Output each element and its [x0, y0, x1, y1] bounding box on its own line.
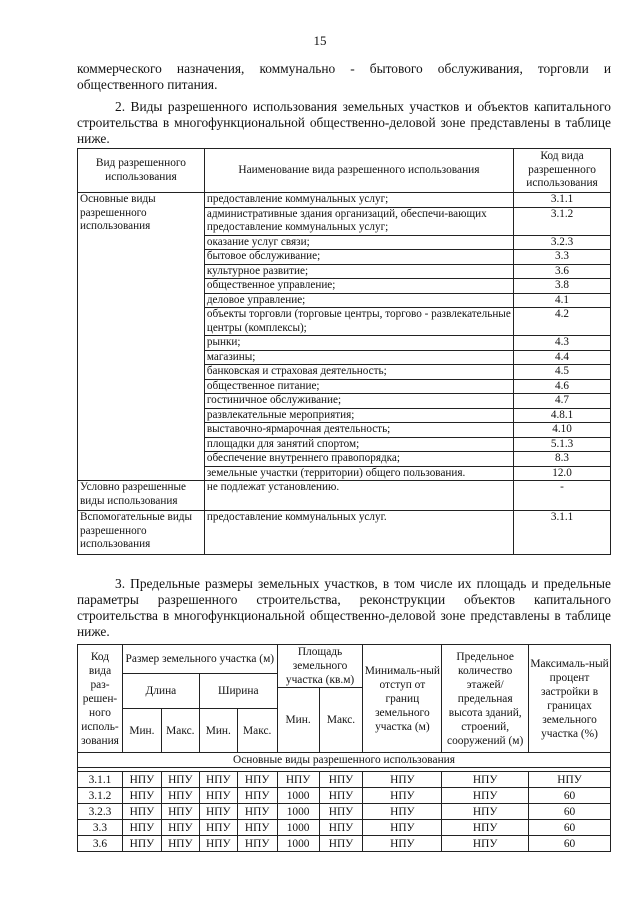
table-row: [78, 836, 611, 852]
use-name: оказание услуг связи;: [204, 235, 513, 250]
use-code: 12.0: [514, 466, 611, 481]
length-max: НПУ: [161, 820, 199, 836]
width-max: НПУ: [237, 788, 277, 804]
row-code: 3.1.1: [78, 772, 123, 788]
use-code: 5.1.3: [514, 437, 611, 452]
paragraph-intro-continuation: коммерческого назначения, коммунально - бытового обслуживания, торговли и общественного питания.: [77, 61, 611, 92]
use-name: выставочно-ярмарочная деятельность;: [204, 423, 513, 438]
table-row: [78, 481, 611, 511]
header-floors: Предельное количество этажей/ предельная высота зданий, строений, сооружений (м): [442, 645, 529, 753]
area-min: 1000: [277, 820, 319, 836]
use-name: бытовое обслуживание;: [204, 250, 513, 265]
area-max: НПУ: [319, 820, 363, 836]
paragraph-limit-sizes: 3. Предельные размеры земельных участков, в том числе их площадь и предельные параметры разрешенного строительства, реконструкции объектов капитального строительства в многофункциональной общественно-деловой зоне представлены в таблице ниже.: [77, 576, 611, 639]
use-name: деловое управление;: [204, 293, 513, 308]
header-coverage: Максималь-ный процент застройки в границах земельного участка (%): [529, 645, 611, 753]
header-use-code: Код вида разрешенного использования: [514, 149, 611, 193]
header-size: Размер земельного участка (м): [122, 645, 277, 674]
setback: НПУ: [363, 804, 442, 820]
floors: НПУ: [442, 788, 529, 804]
use-name: объекты торговли (торговые центры, торгово - развлекательные центры (комплексы);: [204, 308, 513, 336]
table-row: [78, 820, 611, 836]
use-code: 4.10: [514, 423, 611, 438]
setback: НПУ: [363, 788, 442, 804]
use-code: 3.3: [514, 250, 611, 265]
row-code: 3.6: [78, 836, 123, 852]
paragraph-permitted-uses: 2. Виды разрешенного использования земельных участков и объектов капитального строительства в многофункциональной общественно-деловой зоне представлены в таблице ниже.: [77, 99, 611, 146]
floors: НПУ: [442, 820, 529, 836]
use-name: общественное управление;: [204, 279, 513, 294]
setback: НПУ: [363, 836, 442, 852]
use-code: 3.6: [514, 264, 611, 279]
use-code: -: [514, 481, 611, 511]
use-code: 4.6: [514, 379, 611, 394]
area-min: 1000: [277, 836, 319, 852]
group-main-uses: Основные виды разрешенного использования: [78, 193, 205, 481]
length-min: НПУ: [122, 772, 161, 788]
use-code: 3.1.1: [514, 511, 611, 555]
header-length-max: Макс.: [161, 709, 199, 753]
coverage: 60: [529, 804, 611, 820]
coverage: НПУ: [529, 772, 611, 788]
use-code: 8.3: [514, 452, 611, 467]
width-min: НПУ: [199, 788, 237, 804]
use-name: культурное развитие;: [204, 264, 513, 279]
table-row: [78, 804, 611, 820]
header-width-max: Макс.: [237, 709, 277, 753]
floors: НПУ: [442, 804, 529, 820]
row-code: 3.3: [78, 820, 123, 836]
limit-sizes-table: [77, 644, 611, 852]
table-row: [78, 511, 611, 555]
width-max: НПУ: [237, 804, 277, 820]
use-code: 4.8.1: [514, 408, 611, 423]
length-min: НПУ: [122, 804, 161, 820]
width-max: НПУ: [237, 836, 277, 852]
use-code: 4.4: [514, 350, 611, 365]
area-min: 1000: [277, 804, 319, 820]
use-name: магазины;: [204, 350, 513, 365]
length-min: НПУ: [122, 820, 161, 836]
table-row: [78, 193, 611, 208]
area-max: НПУ: [319, 836, 363, 852]
length-min: НПУ: [122, 836, 161, 852]
section-main-uses: Основные виды разрешенного использования: [78, 753, 611, 768]
setback: НПУ: [363, 820, 442, 836]
group-conditional-uses: Условно разрешенные виды использования: [78, 481, 205, 511]
table-row: [78, 772, 611, 788]
use-name: общественное питание;: [204, 379, 513, 394]
floors: НПУ: [442, 772, 529, 788]
use-name: банковская и страховая деятельность;: [204, 365, 513, 380]
header-area: Площадь земельного участка (кв.м): [277, 645, 363, 688]
use-code: 3.1.1: [514, 193, 611, 208]
use-name: земельные участки (территории) общего пользования.: [204, 466, 513, 481]
area-min: НПУ: [277, 772, 319, 788]
group-auxiliary-uses: Вспомогательные виды разрешенного использования: [78, 511, 205, 555]
width-min: НПУ: [199, 820, 237, 836]
header-use-name: Наименование вида разрешенного использования: [204, 149, 513, 193]
area-max: НПУ: [319, 772, 363, 788]
header-width-min: Мин.: [199, 709, 237, 753]
area-max: НПУ: [319, 804, 363, 820]
use-code: 3.2.3: [514, 235, 611, 250]
header-setback: Минималь-ный отступ от границ земельного участка (м): [363, 645, 442, 753]
width-max: НПУ: [237, 820, 277, 836]
length-max: НПУ: [161, 788, 199, 804]
width-max: НПУ: [237, 772, 277, 788]
use-name: рынки;: [204, 336, 513, 351]
use-code: 4.5: [514, 365, 611, 380]
use-code: 4.7: [514, 394, 611, 409]
row-code: 3.1.2: [78, 788, 123, 804]
header-area-max: Макс.: [319, 688, 363, 753]
header-area-min: Мин.: [277, 688, 319, 753]
permitted-uses-table: [77, 148, 611, 555]
use-code: 4.2: [514, 308, 611, 336]
use-name: обеспечение внутреннего правопорядка;: [204, 452, 513, 467]
header-use-type: Вид разрешенного использования: [78, 149, 205, 193]
floors: НПУ: [442, 836, 529, 852]
use-name: не подлежат установлению.: [204, 481, 513, 511]
width-min: НПУ: [199, 836, 237, 852]
use-name: предоставление коммунальных услуг.: [204, 511, 513, 555]
coverage: 60: [529, 836, 611, 852]
length-min: НПУ: [122, 788, 161, 804]
width-min: НПУ: [199, 804, 237, 820]
setback: НПУ: [363, 772, 442, 788]
area-min: 1000: [277, 788, 319, 804]
use-code: 4.1: [514, 293, 611, 308]
length-max: НПУ: [161, 804, 199, 820]
area-max: НПУ: [319, 788, 363, 804]
use-name: гостиничное обслуживание;: [204, 394, 513, 409]
use-code: 3.8: [514, 279, 611, 294]
page-number: 15: [313, 33, 327, 48]
row-code: 3.2.3: [78, 804, 123, 820]
use-code: 3.1.2: [514, 207, 611, 235]
header-code: Код вида раз-решен-ного исполь-зования: [78, 645, 123, 753]
width-min: НПУ: [199, 772, 237, 788]
header-length-min: Мин.: [122, 709, 161, 753]
length-max: НПУ: [161, 836, 199, 852]
table-row: [78, 788, 611, 804]
use-code: 4.3: [514, 336, 611, 351]
use-name: развлекательные мероприятия;: [204, 408, 513, 423]
coverage: 60: [529, 820, 611, 836]
use-name: административные здания организаций, обеспечи-вающих предоставление коммунальных услуг;: [204, 207, 513, 235]
use-name: площадки для занятий спортом;: [204, 437, 513, 452]
header-width: Ширина: [199, 674, 277, 709]
coverage: 60: [529, 788, 611, 804]
use-name: предоставление коммунальных услуг;: [204, 193, 513, 208]
length-max: НПУ: [161, 772, 199, 788]
header-length: Длина: [122, 674, 199, 709]
